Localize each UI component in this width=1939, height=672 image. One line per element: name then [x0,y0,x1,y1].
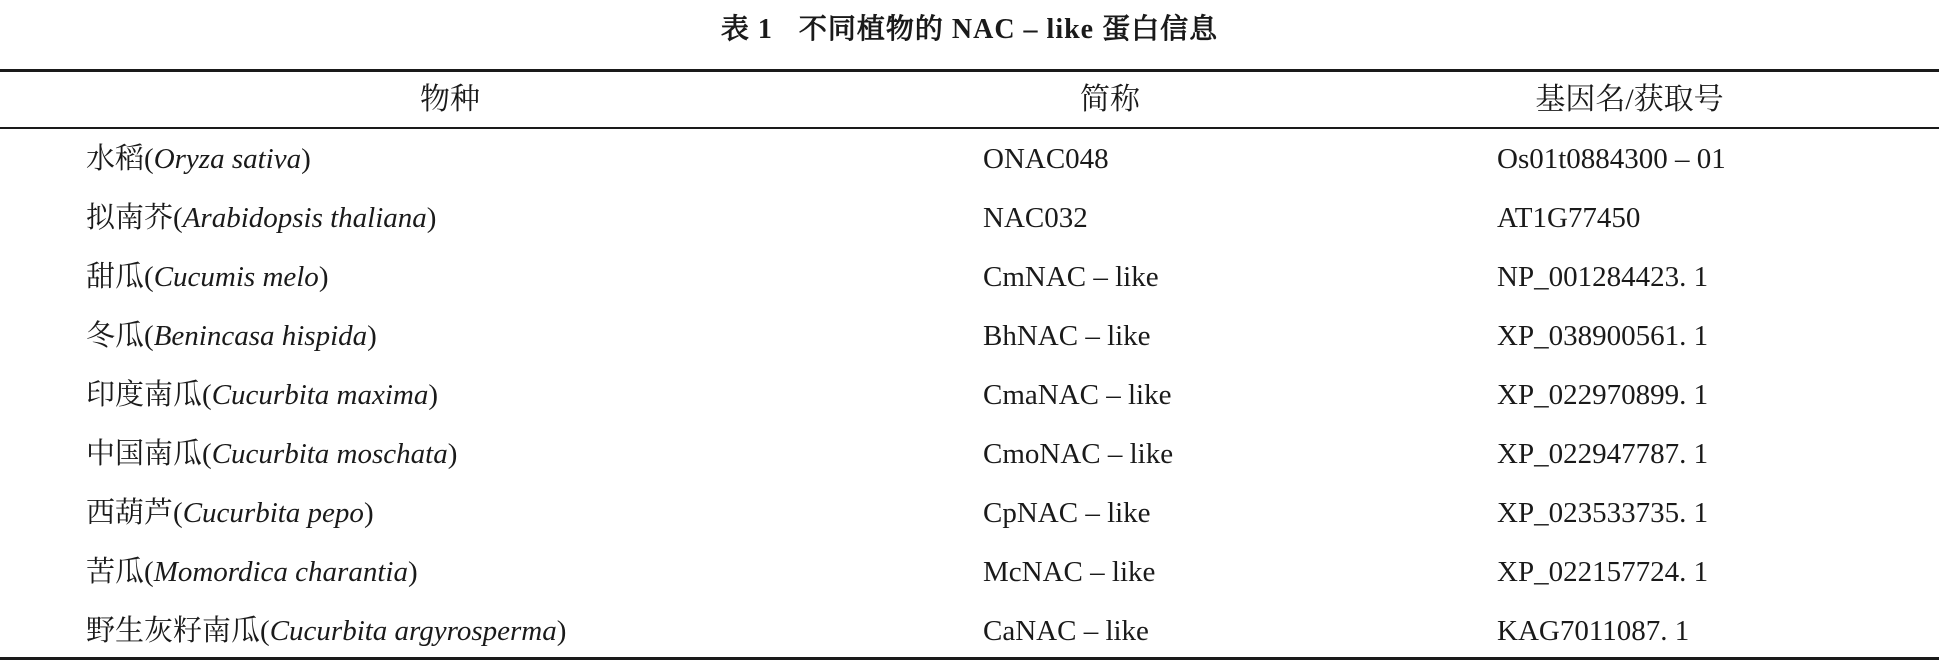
table-row [0,130,1939,189]
abbreviation-cell: CmNAC – like [983,261,1159,293]
abbreviation-cell: NAC032 [983,202,1088,234]
table-row [0,189,1939,248]
gene-cell: XP_022970899. 1 [1497,379,1709,411]
gene-cell: XP_022157724. 1 [1497,556,1709,588]
species-latin-name: Cucurbita argyrosperma [269,615,557,647]
species-common-name: 拟南芥 [86,202,174,234]
species-common-name: 西葫芦 [86,497,174,529]
table-row [0,248,1939,307]
abbreviation-cell: CmaNAC – like [983,379,1172,411]
species-latin-name: Oryza sativa [153,143,302,175]
species-latin-name: Momordica charantia [153,556,408,588]
species-latin-name: Cucumis melo [153,261,319,293]
species-cell: 苦瓜(Momordica charantia) [86,556,418,588]
gene-cell: XP_038900561. 1 [1497,320,1709,352]
species-latin-name: Benincasa hispida [153,320,368,352]
species-common-name: 冬瓜 [86,320,145,352]
abbreviation-cell: CmoNAC – like [983,438,1174,470]
species-cell: 野生灰籽南瓜(Cucurbita argyrosperma) [86,615,567,647]
abbreviation-cell: CaNAC – like [983,615,1149,647]
species-cell: 甜瓜(Cucumis melo) [86,261,329,293]
abbreviation-cell: CpNAC – like [983,497,1151,529]
species-cell: 西葫芦(Cucurbita pepo) [86,497,374,529]
abbreviation-cell: ONAC048 [983,143,1109,175]
table-row [0,307,1939,366]
species-latin-name: Cucurbita pepo [182,497,364,529]
header-gene-accession: 基因名/获取号 [1535,83,1724,116]
gene-cell: NP_001284423. 1 [1497,261,1709,293]
species-common-name: 甜瓜 [86,261,145,293]
species-cell: 水稻(Oryza sativa) [86,143,311,175]
species-latin-name: Cucurbita moschata [211,438,448,470]
species-latin-name: Arabidopsis thaliana [182,202,427,234]
gene-cell: XP_022947787. 1 [1497,438,1709,470]
abbreviation-cell: BhNAC – like [983,320,1151,352]
table-number: 表 1 [720,14,773,45]
gene-cell: KAG7011087. 1 [1497,615,1690,647]
species-common-name: 中国南瓜 [86,438,203,470]
header-abbreviation: 简称 [1080,83,1140,116]
table-row [0,484,1939,543]
gene-cell: Os01t0884300 – 01 [1497,143,1726,175]
table-caption [0,8,1939,52]
species-common-name: 苦瓜 [86,556,145,588]
species-cell: 印度南瓜(Cucurbita maxima) [86,379,439,411]
table-row [0,543,1939,602]
species-common-name: 印度南瓜 [86,379,203,411]
table-row [0,366,1939,425]
species-cell: 冬瓜(Benincasa hispida) [86,320,377,352]
header-rule [0,127,1939,129]
header-species: 物种 [420,83,480,116]
bottom-rule [0,657,1939,660]
table-header [0,72,1939,127]
abbreviation-cell: McNAC – like [983,556,1156,588]
species-cell: 拟南芥(Arabidopsis thaliana) [86,202,437,234]
table-body [0,130,1939,661]
species-latin-name: Cucurbita maxima [211,379,429,411]
gene-cell: AT1G77450 [1497,202,1641,234]
species-cell: 中国南瓜(Cucurbita moschata) [86,438,458,470]
species-common-name: 水稻 [86,143,145,175]
table-title: 不同植物的 NAC – like 蛋白信息 [798,14,1219,45]
table-row [0,602,1939,661]
table-row [0,425,1939,484]
species-common-name: 野生灰籽南瓜 [86,615,261,647]
gene-cell: XP_023533735. 1 [1497,497,1709,529]
